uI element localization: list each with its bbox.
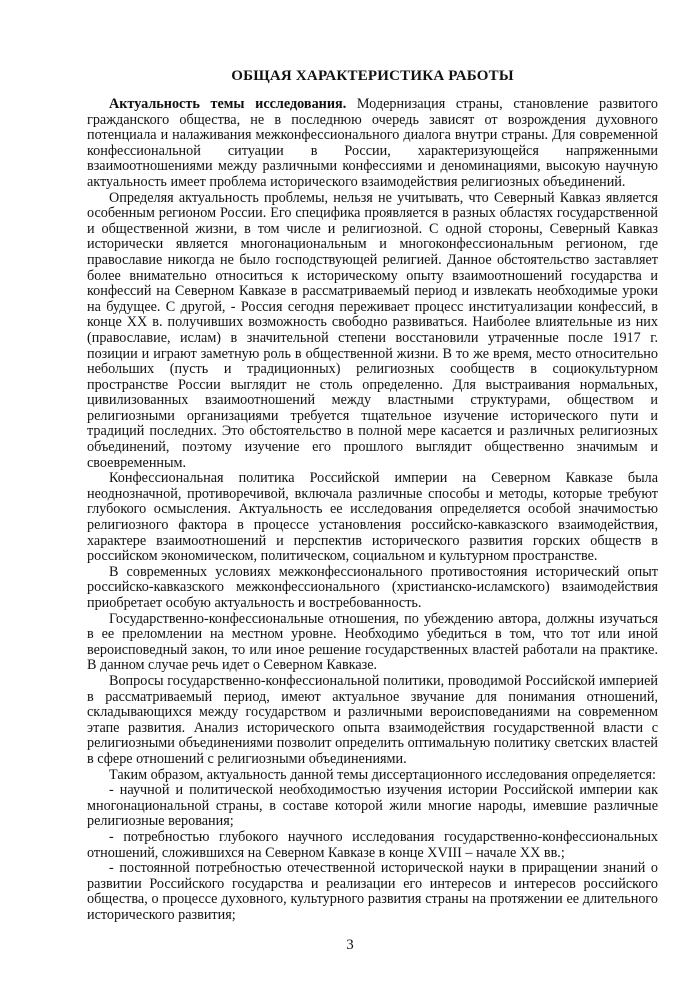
body-text	[87, 97, 658, 923]
page-number: 3	[346, 937, 354, 953]
paragraph-7: Таким образом, актуальность данной темы диссертационного исследования определяется:	[109, 766, 656, 783]
list-item-2: - потребностью глубокого научного исследования государственно-конфессиональных отношений, сложившихся на Северном Кавказе в конце XVIII – начале XX вв.;	[87, 828, 658, 861]
paragraph-2: Определяя актуальность проблемы, нельзя не учитывать, что Северный Кавказ является особенным регионом России. Его специфика проявляется в разных областях государственной и общественной жизни, в том числе и религиозной. С одной стороны, Северный Кавказ исторически является многонациональным и многоконфессиональным регионом, где православие никогда не было господствующей религией. Данное обстоятельство заставляет более внимательно относиться к историческому опыту взаимоотношений государства и конфессий на Северном Кавказе в рассматриваемый период и извлекать необходимые уроки на будущее. С другой, - Россия сегодня переживает процесс институализации конфессий, в конце XX в. получивших возможность свободно развиваться. Наиболее влиятельные из них (православие, ислам) в значительной степени восстановили утраченные после 1917 г. позиции и играют заметную роль в общественной жизни. В то же время, место относительно небольших (пусть и традиционных) религиозных сообществ в социокультурном пространстве России выглядит не столь определенно. Для выстраивания нормальных, цивилизованных взаимоотношений между властными структурами, обществом и религиозными организациями требуется тщательное изучение исторического пути и традиций последних. Это обстоятельство в полной мере касается и различных религиозных объединений, поэтому изучение его прошлого выглядит общественно значимым и своевременным.	[87, 189, 658, 471]
list-item-1: - научной и политической необходимостью изучения истории Российской империи как многонациональной страны, в составе которой жили многие народы, имевшие различные религиозные верования;	[87, 782, 658, 830]
paragraph-text: Модернизация страны, становление развитого гражданского общества, не в последнюю очередь зависят от возрождения духовного потенциала и налаживания межконфессионального диалога внутри страны. Для современной конфессиональной ситуации в России, характеризующейся напряженными взаимоотношениями между различными конфессиями и деноминациями, высокую научную актуальность имеет проблема исторического взаимодействия религиозных объединений.	[87, 96, 658, 190]
list-item-3: - постоянной потребностью отечественной исторической науки в приращении знаний о развитии Российского государства и реализации его интересов и интересов российского общества, о процессе духовного, культурного развития страны на протяжении ее длительного исторического развития;	[87, 860, 658, 923]
paragraph-5: Государственно-конфессиональные отношения, по убеждению автора, должны изучаться в ее преломлении на местном уровне. Необходимо убедиться в том, что тот или иной вероисповедный закон, то или иное решение государственных властей работали на практике. В данном случае речь идет о Северном Кавказе.	[87, 610, 658, 674]
page-title: ОБЩАЯ ХАРАКТЕРИСТИКА РАБОТЫ	[231, 68, 514, 84]
paragraph-4: В современных условиях межконфессионального противостояния исторический опыт российско-кавказского межконфессионального (христианско-исламского) взаимодействия приобретает особую актуальность и востребованность.	[87, 563, 658, 611]
paragraph-6: Вопросы государственно-конфессиональной политики, проводимой Российской империей в рассматриваемый период, имеют актуальное звучание для понимания отношений, складывающихся между государством и различными вероисповеданиями на современном этапе развития. Анализ исторического опыта взаимодействия государственной власти с религиозными объединениями позволит определить оптимальную политику светских властей в сфере отношений с религиозными объединениями.	[87, 672, 658, 767]
paragraph-1	[87, 97, 658, 191]
paragraph-3: Конфессиональная политика Российской империи на Северном Кавказе была неоднозначной, противоречивой, включала различные способы и методы, которые требуют глубокого осмысления. Актуальность ее исследования определяется особой значимостью религиозного фактора в процессе установления российско-кавказского взаимодействия, характере взаимоотношений и перспектив исторического развития горских обществ в российском экономическом, политическом, социальном и культурном пространстве.	[87, 470, 658, 565]
section-lead: Актуальность темы исследования.	[109, 96, 347, 112]
